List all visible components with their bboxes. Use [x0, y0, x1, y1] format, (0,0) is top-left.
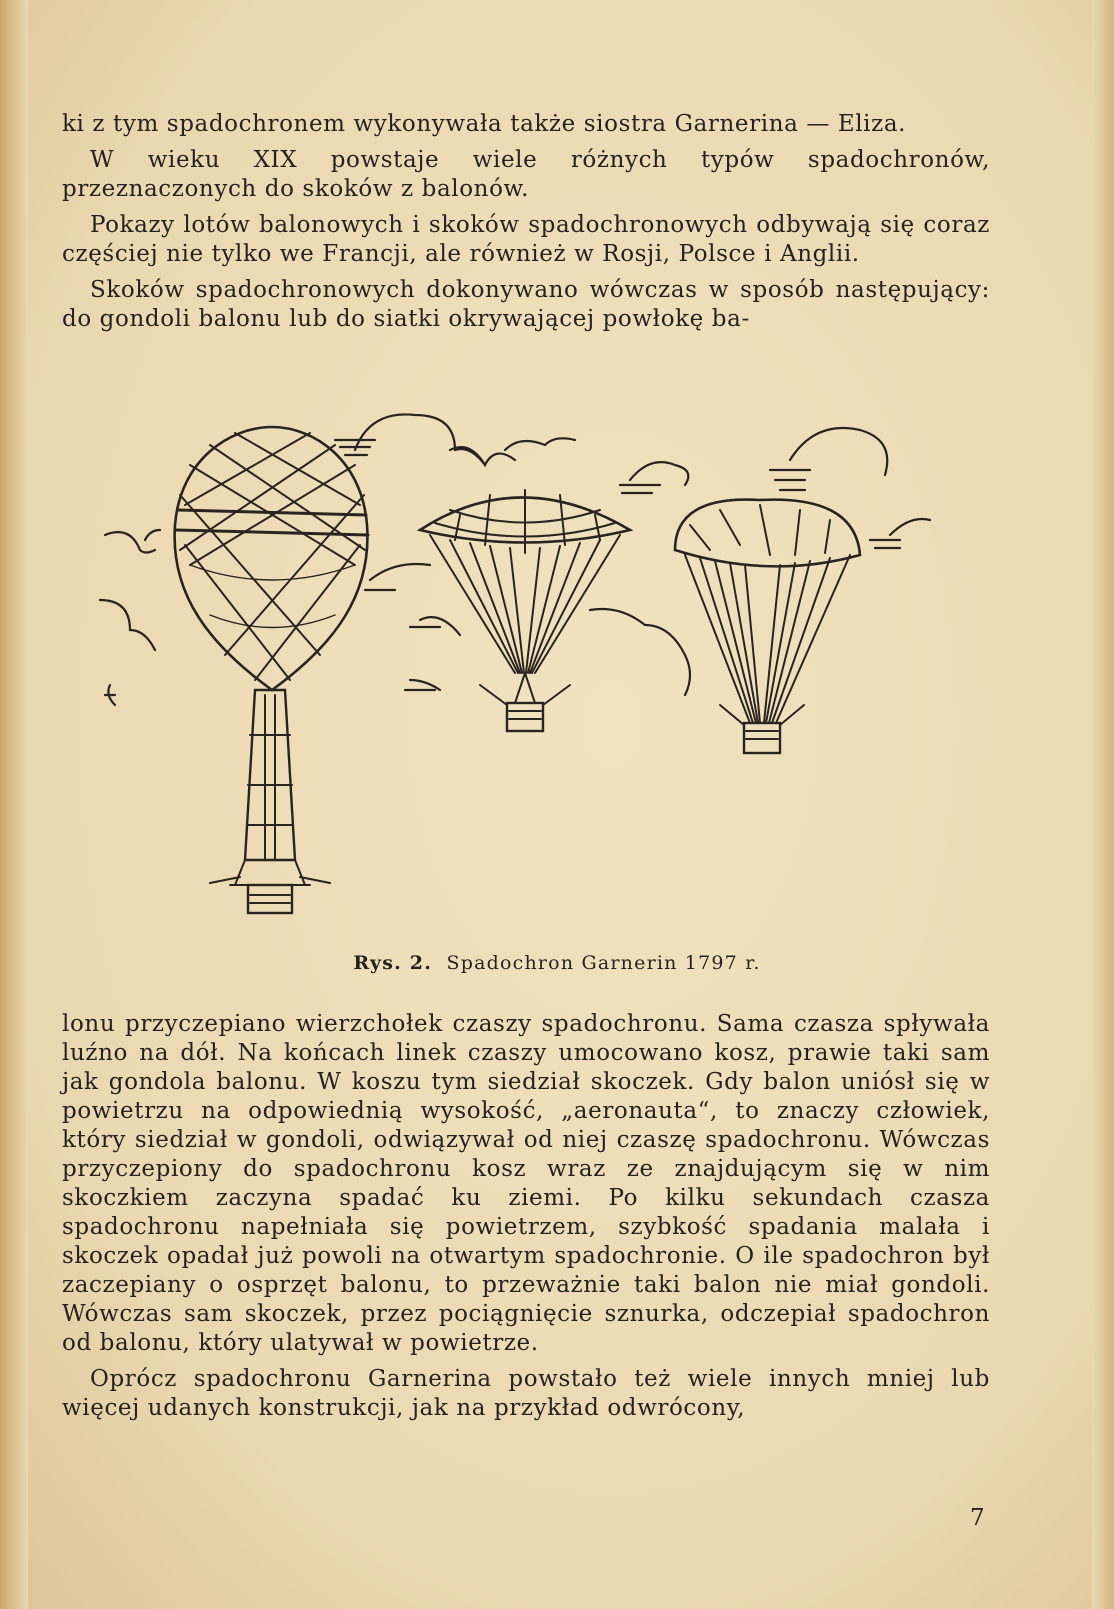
paragraph-continuation: lonu przyczepiano wierzchołek czaszy spadochronu. Sama czasza spływała luźno na dół. Na końcach linek czaszy umocowano kosz, prawie taki sam jak gondola balonu. W koszu tym siedział skoczek. Gdy balon uniósł się w powietrzu na odpowiednią wysokość, „aeronauta“, to znaczy człowiek, który siedział w gondoli, odwiązywał od niej czaszę spadochronu. Wówczas przyczepiony do spadochronu kosz wraz ze znajdującym się w nim skoczkiem zaczyna spadać ku ziemi. Po kilku sekundach czasza spadochronu napełniała się powietrzem, szybkość spadania malała i skoczek opadał już powoli na otwartym spadochronie. O ile spadochron był zaczepiany o osprzęt balonu, to przeważnie taki balon nie miał gondoli. Wówczas sam skoczek, przez pociągnięcie sznurka, odczepiał spadochron od balonu, który ulatywał w powietrze. [62, 1011, 990, 1356]
top-text-block [62, 110, 990, 341]
page-outer-edge [1092, 0, 1114, 1609]
paragraph: W wieku XIX powstaje wiele różnych typów spadochronów, przeznaczonych do skoków z balonów. [62, 147, 990, 202]
balloon-icon [175, 427, 368, 913]
bottom-text-block [62, 1010, 990, 1430]
parachute-icon [675, 500, 860, 753]
page-number: 7 [970, 1505, 985, 1531]
parachute-icon [420, 490, 630, 731]
paragraph: Skoków spadochronowych dokonywano wówczas w sposób następujący: do gondoli balonu lub do siatki okrywającej powłokę ba- [62, 277, 990, 332]
figure-illustration [90, 405, 970, 945]
caption-label: Rys. 2. [353, 952, 433, 974]
paragraph: Oprócz spadochronu Garnerina powstało też wiele innych mniej lub więcej udanych konstrukcji, jak na przykład odwrócony, [62, 1366, 990, 1421]
figure-caption [0, 952, 1114, 974]
caption-text: Spadochron Garnerin 1797 r. [446, 952, 761, 974]
paragraph: Pokazy lotów balonowych i skoków spadochronowych odbywają się coraz częściej nie tylko we Francji, ale również w Rosji, Polsce i Anglii. [62, 212, 990, 267]
paragraph-continuation: ki z tym spadochronem wykonywała także siostra Garnerina — Eliza. [62, 111, 907, 137]
balloon-parachute-drawing [90, 405, 970, 945]
page-binding-edge [0, 0, 28, 1609]
